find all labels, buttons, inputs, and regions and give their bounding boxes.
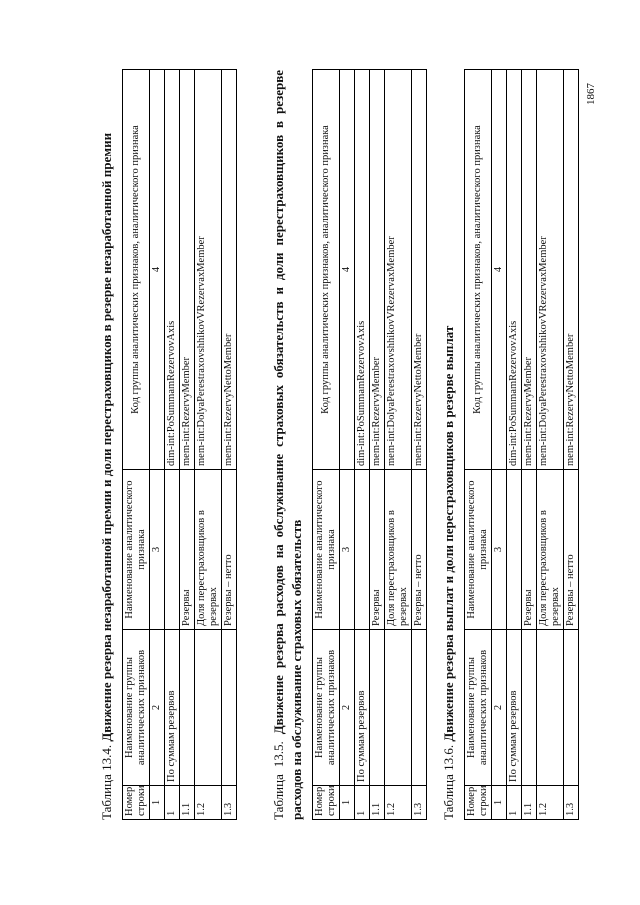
row-number: 1.2: [195, 786, 222, 820]
table-label: Таблица 13.4.: [99, 744, 114, 820]
table-title: Движение резерва выплат и доли перестраховщиков в резерве выплат: [441, 325, 456, 742]
header-attribute-name: Наименование аналитического признака: [465, 470, 492, 630]
table-row: [522, 70, 537, 820]
page-number: 1867: [585, 83, 597, 105]
attribute-name: [507, 470, 522, 630]
attribute-name: Резервы – нетто: [564, 470, 579, 630]
table-row: [180, 70, 195, 820]
code: mem-int:RezervyMember: [522, 70, 537, 470]
column-number-row: [340, 70, 355, 820]
table-caption: [440, 70, 458, 820]
header-row: [123, 70, 150, 820]
row-number: 1.1: [370, 786, 385, 820]
table-section-13-4: [98, 70, 237, 820]
attribute-name: Доля перестраховщиков в резервах: [195, 470, 222, 630]
table-row: [507, 70, 522, 820]
table-title: Движение резерва расходов на обслуживание страховых обязательств и доли перестраховщиков в резерве расходов на обслуживание страховых обязательств: [271, 69, 304, 820]
code: mem-int:RezervyNettoMember: [412, 70, 427, 470]
table-row: [165, 70, 180, 820]
table-row: [385, 70, 412, 820]
row-number: 1.3: [412, 786, 427, 820]
group-name: [195, 630, 222, 786]
header-group-name: Наименование группы аналитических признаков: [465, 630, 492, 786]
group-name: [564, 630, 579, 786]
code: mem-int:RezervyNettoMember: [564, 70, 579, 470]
column-number: 1: [492, 786, 507, 820]
attribute-name: [355, 470, 370, 630]
table-row: [222, 70, 237, 820]
code: mem-int:DolyaPerestraxovshhikovVRezervaxMember: [385, 70, 412, 470]
code: mem-int:RezervyMember: [370, 70, 385, 470]
header-code: Код группы аналитических признаков, аналитического признака: [313, 70, 340, 470]
attribute-name: [165, 470, 180, 630]
group-name: [522, 630, 537, 786]
row-number: 1.2: [385, 786, 412, 820]
column-number: 3: [340, 470, 355, 630]
code: mem-int:DolyaPerestraxovshhikovVRezervaxMember: [195, 70, 222, 470]
table-caption: [270, 70, 306, 820]
group-name: [412, 630, 427, 786]
header-attribute-name: Наименование аналитического признака: [313, 470, 340, 630]
attribute-name: Резервы: [180, 470, 195, 630]
column-number: 2: [150, 630, 165, 786]
code: mem-int:DolyaPerestraxovshhikovVRezervaxMember: [537, 70, 564, 470]
header-row-number: Номер строки: [123, 786, 150, 820]
group-name: [180, 630, 195, 786]
row-number: 1.3: [564, 786, 579, 820]
table-section-13-5: [270, 70, 427, 820]
column-number: 3: [150, 470, 165, 630]
row-number: 1: [165, 786, 180, 820]
row-number: 1.2: [537, 786, 564, 820]
group-name: По суммам резервов: [355, 630, 370, 786]
analytics-table: [312, 69, 427, 820]
table-caption: [98, 70, 116, 820]
table-label: Таблица 13.5.: [271, 741, 286, 820]
header-row: [465, 70, 492, 820]
row-number: 1: [355, 786, 370, 820]
table-row: [412, 70, 427, 820]
group-name: [222, 630, 237, 786]
column-number: 4: [492, 70, 507, 470]
header-attribute-name: Наименование аналитического признака: [123, 470, 150, 630]
column-number: 2: [492, 630, 507, 786]
row-number: 1: [507, 786, 522, 820]
column-number: 1: [340, 786, 355, 820]
header-group-name: Наименование группы аналитических признаков: [123, 630, 150, 786]
row-number: 1.1: [522, 786, 537, 820]
header-row-number: Номер строки: [313, 786, 340, 820]
group-name: По суммам резервов: [507, 630, 522, 786]
code: dim-int:PoSummamRezervovAxis: [355, 70, 370, 470]
table-row: [537, 70, 564, 820]
table-label: Таблица 13.6.: [441, 744, 456, 820]
column-number: 3: [492, 470, 507, 630]
attribute-name: Доля перестраховщиков в резервах: [537, 470, 564, 630]
header-row: [313, 70, 340, 820]
code: mem-int:RezervyMember: [180, 70, 195, 470]
attribute-name: Резервы – нетто: [222, 470, 237, 630]
column-number: 4: [340, 70, 355, 470]
attribute-name: Резервы – нетто: [412, 470, 427, 630]
analytics-table: [464, 69, 579, 820]
table-title: Движение резерва незаработанной премии и доли перестраховщиков в резерве незаработанной премии: [99, 132, 114, 742]
column-number-row: [150, 70, 165, 820]
header-code: Код группы аналитических признаков, аналитического признака: [123, 70, 150, 470]
group-name: [537, 630, 564, 786]
group-name: [370, 630, 385, 786]
row-number: 1.1: [180, 786, 195, 820]
attribute-name: Доля перестраховщиков в резервах: [385, 470, 412, 630]
table-row: [355, 70, 370, 820]
column-number: 1: [150, 786, 165, 820]
attribute-name: Резервы: [370, 470, 385, 630]
table-row: [370, 70, 385, 820]
attribute-name: Резервы: [522, 470, 537, 630]
analytics-table: [122, 69, 237, 820]
code: mem-int:RezervyNettoMember: [222, 70, 237, 470]
column-number: 4: [150, 70, 165, 470]
column-number-row: [492, 70, 507, 820]
group-name: [385, 630, 412, 786]
group-name: По суммам резервов: [165, 630, 180, 786]
table-row: [195, 70, 222, 820]
code: dim-int:PoSummamRezervovAxis: [507, 70, 522, 470]
code: dim-int:PoSummamRezervovAxis: [165, 70, 180, 470]
header-code: Код группы аналитических признаков, аналитического признака: [465, 70, 492, 470]
header-group-name: Наименование группы аналитических признаков: [313, 630, 340, 786]
table-section-13-6: [440, 70, 579, 820]
table-row: [564, 70, 579, 820]
row-number: 1.3: [222, 786, 237, 820]
column-number: 2: [340, 630, 355, 786]
header-row-number: Номер строки: [465, 786, 492, 820]
